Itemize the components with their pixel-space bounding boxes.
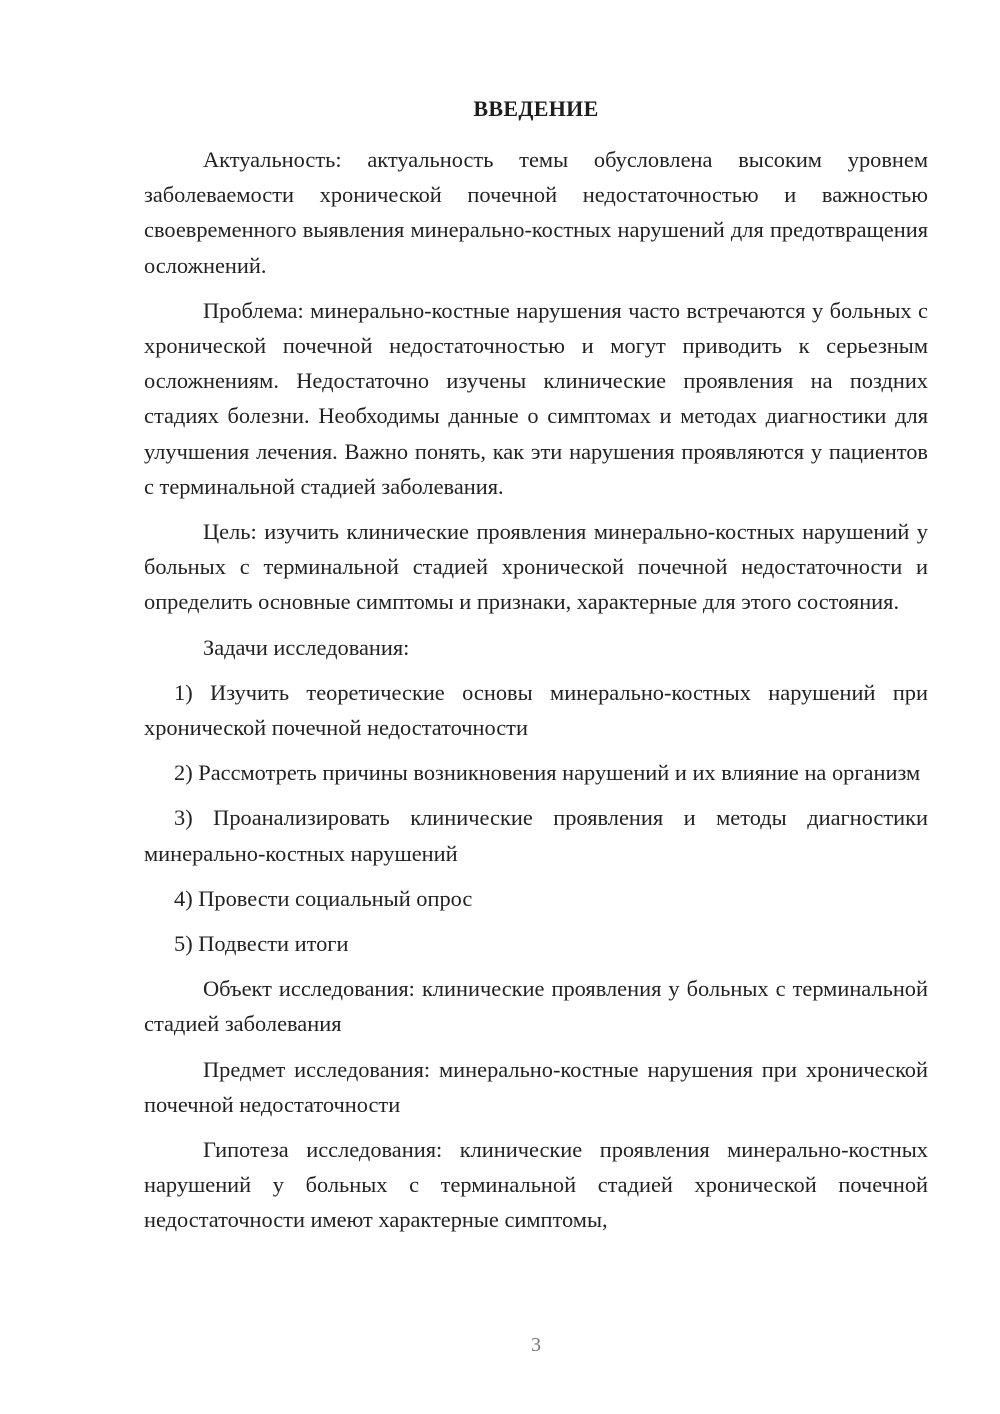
page-number: 3 <box>531 1334 541 1356</box>
paragraph-problem: Проблема: минерально-костные нарушения часто встречаются у больных с хронической почечной недостаточностью и могут приводить к серьезным осложнениям. Недостаточно изучены клинические проявления на поздних стадиях болезни. Необходимы данные о симптомах и методах диагностики для улучшения лечения. Важно понять, как эти нарушения проявляются у пациентов с терминальной стадией заболевания. <box>144 297 928 499</box>
task-item-5: 5) Подвести итоги <box>174 931 349 957</box>
paragraph-object: Объект исследования: клинические проявления у больных с терминальной стадией заболевания <box>144 976 928 1037</box>
paragraph-hypothesis: Гипотеза исследования: клинические проявления минерально-костных нарушений у больных с терминальной стадией хронической почечной недостаточности имеют характерные симптомы, <box>144 1137 928 1233</box>
task-item-2: 2) Рассмотреть причины возникновения нарушений и их влияние на организм <box>174 760 921 786</box>
task-item-1: 1) Изучить теоретические основы минерально-костных нарушений при хронической почечной недостаточности <box>144 679 928 741</box>
paragraph-relevance: Актуальность: актуальность темы обусловлена высоким уровнем заболеваемости хронической почечной недостаточностью и важностью своевременного выявления минерально-костных нарушений для предотвращения осложнений. <box>144 147 928 278</box>
paragraph-goal: Цель: изучить клинические проявления минерально-костных нарушений у больных с терминальной стадией хронической почечной недостаточности и определить основные симптомы и признаки, характерные для этого состояния. <box>144 519 928 615</box>
task-item-3: 3) Проанализировать клинические проявления и методы диагностики минерально-костных нарушений <box>144 805 928 866</box>
task-item-4: 4) Провести социальный опрос <box>174 885 473 911</box>
page-title: ВВЕДЕНИЕ <box>473 96 599 121</box>
tasks-heading: Задачи исследования: <box>203 634 410 660</box>
paragraph-subject: Предмет исследования: минерально-костные нарушения при хронической почечной недостаточности <box>144 1056 928 1117</box>
body-text <box>144 142 928 1248</box>
